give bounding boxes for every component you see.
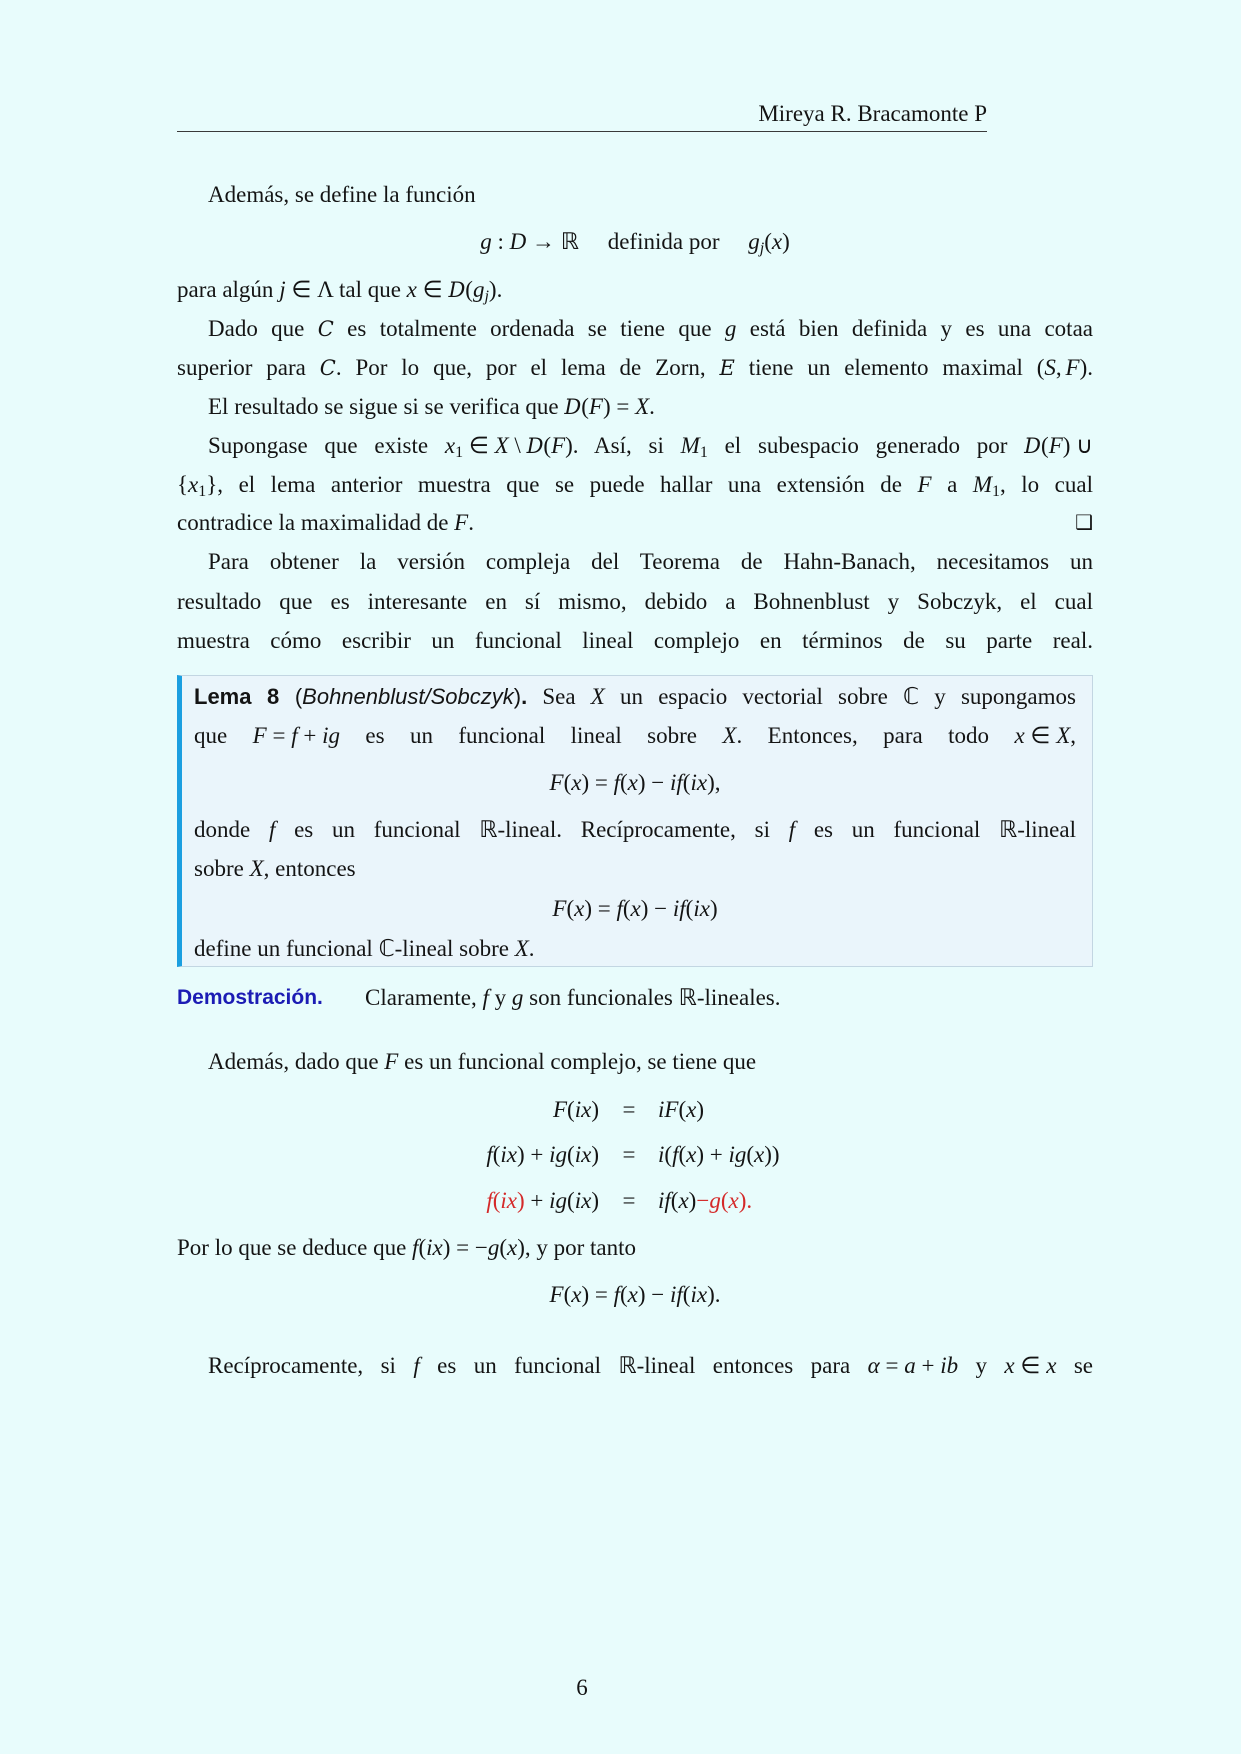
text-run: un espacio vectorial sobre ℂ y supongamos	[604, 684, 1076, 709]
math-symbol: x	[1014, 723, 1025, 748]
text-run: Bohnenblust/Sobczyk	[302, 684, 514, 709]
text-run: =	[266, 723, 292, 748]
text-run: (	[764, 229, 772, 254]
equation-lhs	[486, 1181, 599, 1220]
text-run: (	[619, 1282, 628, 1307]
math-symbol: f	[412, 1235, 419, 1260]
math-symbol: F	[1048, 433, 1063, 458]
text-run: Λ	[317, 277, 334, 302]
page-number: 6	[576, 1675, 588, 1700]
text-run: (	[499, 1235, 507, 1260]
text-run: ) +	[696, 1142, 729, 1167]
text-run: Para obtener la versión compleja del Teorema de Hahn-Banach, necesitamos un	[208, 549, 1093, 574]
math-symbol: D	[509, 229, 527, 254]
math-symbol: X	[514, 936, 529, 961]
lemma-box	[177, 675, 1093, 967]
text-run: {	[177, 472, 189, 497]
text-run: (	[685, 896, 694, 921]
text-run: son funcionales ℝ-lineales.	[523, 985, 781, 1010]
math-symbol: x	[406, 277, 417, 302]
text-run: (	[746, 1142, 755, 1167]
text-run: sobre	[194, 856, 250, 881]
math-symbol: f	[616, 896, 623, 921]
text-run: para algún	[177, 277, 280, 302]
text-line-content	[177, 510, 474, 535]
text-run: (	[678, 1142, 687, 1167]
math-symbol: ix	[690, 770, 708, 795]
math-symbol: g	[487, 1235, 500, 1260]
proof-text	[365, 978, 781, 1017]
math-symbol: F	[917, 472, 932, 497]
display-equation	[194, 889, 1076, 928]
text-line	[177, 582, 1093, 621]
math-symbol: F	[384, 1049, 399, 1074]
equation-relation: =	[622, 1142, 636, 1167]
text-run: ) =	[602, 394, 636, 419]
text-run: resultado que es interesante en sí mismo, debido a Bohnenblust y Sobczyk, el cual	[177, 589, 1093, 614]
text-run: superior para	[177, 355, 320, 380]
text-line	[177, 309, 1093, 348]
math-symbol: f	[486, 1142, 493, 1167]
equation-lhs	[553, 1090, 599, 1129]
text-line	[177, 1228, 1093, 1267]
math-symbol: D	[448, 278, 466, 302]
text-run: Por lo que se deduce que	[177, 1235, 413, 1260]
lemma-statement-line	[194, 849, 1076, 888]
text-line	[177, 270, 1093, 309]
text-run: . Por lo que, por el lema de Zorn,	[335, 355, 720, 380]
math-symbol: C	[317, 317, 334, 341]
text-run: El resultado se sigue si se verifica que	[208, 394, 565, 419]
math-symbol: g	[748, 229, 760, 254]
math-symbol: X	[722, 723, 737, 748]
text-run: )	[696, 1097, 705, 1122]
math-symbol: D	[564, 395, 582, 419]
math-symbol: f	[486, 1188, 493, 1213]
text-run: ) ∪	[1062, 433, 1093, 458]
math-symbol: if	[670, 770, 683, 795]
text-run: es un funcional complejo, se tiene que	[398, 1049, 757, 1074]
text-run: es un funcional ℝ-lineal entonces para	[419, 1353, 868, 1378]
text-run: ) −	[640, 896, 673, 921]
text-run: )	[513, 684, 522, 709]
display-equation	[177, 1275, 1093, 1314]
text-run: se	[1056, 1353, 1093, 1378]
text-line	[177, 503, 1093, 542]
math-symbol: iF	[658, 1097, 679, 1122]
math-symbol: ix	[574, 1188, 592, 1213]
math-symbol: j	[759, 240, 765, 257]
text-line	[177, 1346, 1093, 1385]
math-symbol: x	[754, 1142, 765, 1167]
text-run: (	[418, 1235, 427, 1260]
math-symbol: X	[1056, 723, 1071, 748]
text-run: Además, dado que	[208, 1049, 385, 1074]
math-symbol: ix	[690, 1282, 708, 1307]
math-symbol: ix	[574, 1097, 592, 1122]
text-run: ∈	[1024, 723, 1057, 748]
math-symbol: X	[249, 856, 264, 881]
math-symbol: x	[444, 433, 456, 458]
text-run: Dado que	[208, 316, 318, 341]
text-run: es un funcional lineal sobre	[339, 723, 723, 748]
qed-symbol: ❑	[1075, 510, 1093, 534]
math-symbol: 1	[455, 444, 464, 461]
text-run: }, el lema anterior muestra que se puede hallar una extensión de	[206, 472, 918, 497]
text-run: ).	[1079, 355, 1093, 380]
text-run: (	[619, 770, 628, 795]
text-run: .	[528, 936, 535, 961]
text-run: \	[508, 433, 527, 458]
text-line	[177, 426, 1093, 465]
text-run: Además, se define la función	[208, 182, 476, 207]
lemma-statement-line	[194, 716, 1076, 755]
text-line	[177, 465, 1093, 504]
display-equation	[194, 763, 1076, 802]
text-run: +	[297, 723, 323, 748]
math-symbol: M	[680, 433, 700, 458]
text-run: ), y por tanto	[517, 1235, 637, 1260]
math-symbol: x	[630, 896, 641, 921]
text-run: . Entonces, para todo	[736, 723, 1015, 748]
lemma-statement-line	[194, 677, 1076, 716]
math-symbol: x	[686, 1097, 697, 1122]
math-symbol: S	[1044, 355, 1056, 380]
text-run: (	[1041, 433, 1049, 458]
math-symbol: if	[672, 896, 686, 921]
math-symbol: f	[613, 1282, 620, 1307]
text-run: ∈	[1014, 1353, 1047, 1378]
text-run: y	[958, 1353, 1005, 1378]
text-run: tal que	[333, 277, 407, 302]
text-run: (	[543, 433, 552, 458]
text-run: definida por	[578, 229, 749, 254]
text-line	[177, 387, 1093, 426]
math-symbol: 1	[198, 483, 207, 500]
text-run: es totalmente ordenada se tiene que	[333, 316, 725, 341]
text-run: )	[591, 1188, 599, 1213]
math-symbol: g	[480, 229, 492, 254]
text-run: (	[664, 1142, 673, 1167]
text-run: ) −	[637, 1282, 671, 1307]
text-run: y	[488, 985, 512, 1010]
math-symbol: x	[574, 896, 585, 921]
text-run: ).	[707, 1282, 721, 1307]
text-run: ). Así, si	[565, 433, 681, 458]
math-symbol: g	[472, 277, 485, 302]
text-run: ,	[1055, 355, 1066, 380]
text-run: ,	[1070, 723, 1077, 748]
text-run: que	[194, 723, 253, 748]
math-symbol: ix	[500, 1142, 518, 1167]
math-symbol: ix	[426, 1235, 443, 1260]
equation-rhs	[658, 1181, 752, 1220]
math-symbol: ig	[322, 723, 340, 748]
math-symbol: j	[484, 288, 489, 305]
text-line	[177, 348, 1093, 387]
math-symbol: D	[526, 434, 544, 458]
text-run: ) = −	[442, 1235, 488, 1260]
text-run: (	[682, 770, 691, 795]
math-symbol: x	[1004, 1353, 1015, 1378]
text-run: (	[622, 896, 631, 921]
text-run: Recíprocamente, si	[208, 1353, 414, 1378]
math-symbol: α	[867, 1353, 880, 1378]
text-run: ) =	[584, 896, 617, 921]
math-symbol: M	[972, 472, 993, 497]
text-run: +	[524, 1188, 550, 1213]
math-symbol: 1	[699, 444, 708, 461]
math-symbol: E	[719, 356, 735, 380]
text-run: −	[696, 1188, 710, 1213]
text-run: .	[521, 684, 528, 709]
math-symbol: x	[1046, 1353, 1057, 1378]
text-run: (	[678, 1097, 687, 1122]
text-run: Supongase que existe	[208, 433, 445, 458]
math-symbol: f	[413, 1353, 420, 1378]
math-symbol: x	[571, 770, 582, 795]
math-symbol: x	[507, 1235, 518, 1260]
equation-lhs	[486, 1135, 599, 1174]
text-run: )	[709, 896, 718, 921]
math-symbol: C	[319, 356, 336, 380]
math-symbol: f	[613, 770, 620, 795]
text-run: ),	[707, 770, 721, 795]
math-symbol: X	[635, 394, 650, 419]
text-run: )	[591, 1097, 599, 1122]
text-run: (	[567, 1142, 575, 1167]
math-symbol: x	[686, 1142, 697, 1167]
math-symbol: F	[552, 896, 567, 921]
math-symbol: x	[728, 1188, 739, 1213]
text-run: ∈	[416, 277, 449, 302]
text-run: donde	[194, 817, 269, 842]
math-symbol: F	[454, 510, 469, 535]
text-run: ))	[764, 1142, 780, 1167]
text-run: ∈	[463, 433, 495, 458]
text-run: ) −	[637, 770, 671, 795]
math-symbol: f	[788, 817, 796, 842]
text-run: (	[492, 1188, 501, 1213]
text-run: )	[591, 1142, 599, 1167]
text-line	[177, 621, 1093, 660]
math-symbol: x	[771, 229, 783, 254]
text-run: muestra cómo escribir un funcional lineal complejo en términos de su parte real.	[177, 628, 1093, 653]
text-run: es un funcional ℝ-lineal	[795, 817, 1076, 842]
text-run: ).	[738, 1188, 753, 1213]
text-run: Sea	[527, 684, 591, 709]
text-run: →	[526, 229, 561, 254]
text-run: contradice la maximalidad de	[177, 510, 455, 535]
math-symbol: ig	[549, 1188, 568, 1213]
math-symbol: ig	[549, 1142, 568, 1167]
text-run: :	[491, 229, 510, 254]
equation-rhs	[658, 1090, 704, 1129]
text-run: (	[294, 684, 303, 709]
text-run: es un funcional ℝ-lineal. Recíprocamente, si	[275, 817, 789, 842]
text-run: , entonces	[263, 856, 356, 881]
math-symbol: ix	[693, 896, 710, 921]
text-run: =	[879, 1353, 905, 1378]
text-run: (	[567, 1188, 575, 1213]
text-run: (	[563, 770, 572, 795]
text-run: define un funcional ℂ-lineal sobre	[194, 936, 515, 961]
text-run: tiene un elemento maximal (	[734, 355, 1045, 380]
math-symbol: 1	[992, 483, 1001, 500]
text-run: Claramente,	[365, 985, 483, 1010]
lemma-statement-line	[194, 810, 1076, 849]
text-run: , lo cual	[1000, 472, 1093, 497]
math-symbol: f	[482, 985, 489, 1010]
math-symbol: X	[590, 684, 605, 709]
lemma-statement-line	[194, 929, 1076, 968]
math-symbol: x	[627, 770, 638, 795]
text-run: +	[915, 1353, 941, 1378]
math-symbol: if	[670, 1282, 683, 1307]
math-symbol: x	[571, 1282, 582, 1307]
math-symbol: x	[627, 1282, 638, 1307]
math-symbol: j	[279, 277, 286, 302]
math-symbol: if	[658, 1188, 671, 1213]
equation-row	[177, 1090, 1093, 1129]
math-symbol: F	[551, 433, 566, 458]
math-symbol: ib	[940, 1353, 959, 1378]
text-line	[177, 175, 1093, 214]
text-run: .	[649, 394, 655, 419]
math-symbol: F	[549, 770, 564, 795]
text-run: ) =	[581, 1282, 614, 1307]
math-symbol: g	[709, 1188, 721, 1213]
text-run: )	[688, 1188, 697, 1213]
math-symbol: F	[549, 1282, 564, 1307]
text-run: (	[682, 1282, 691, 1307]
equation-relation: =	[622, 1188, 636, 1213]
text-run: (	[566, 896, 575, 921]
display-equation	[177, 222, 1093, 261]
math-symbol: D	[1024, 434, 1042, 458]
math-symbol: i	[658, 1142, 665, 1167]
math-symbol: f	[672, 1142, 679, 1167]
text-run: ℝ	[560, 229, 579, 254]
math-symbol: F	[1065, 355, 1080, 380]
math-symbol: F	[552, 1097, 568, 1122]
text-line	[177, 542, 1093, 581]
proof-label: Demostración.	[177, 986, 323, 1009]
equation-rhs	[658, 1135, 780, 1174]
math-symbol: X	[494, 433, 509, 458]
math-symbol: a	[904, 1353, 916, 1378]
math-symbol: x	[188, 472, 199, 497]
math-symbol: F	[252, 723, 267, 748]
text-run: a	[931, 472, 973, 497]
math-symbol: ix	[500, 1188, 517, 1213]
math-symbol: g	[724, 316, 737, 341]
text-run: el subespacio generado por	[707, 433, 1025, 458]
text-run: (	[567, 1097, 575, 1122]
math-symbol: x	[678, 1188, 689, 1213]
text-run: (	[492, 1142, 501, 1167]
text-run: Lema 8	[194, 684, 295, 709]
text-run: ∈	[285, 277, 318, 302]
text-run: )	[782, 229, 790, 254]
math-symbol: ix	[574, 1142, 592, 1167]
text-line	[177, 1042, 1093, 1081]
text-run: ) =	[581, 770, 614, 795]
text-run: )	[517, 1188, 525, 1213]
equation-row	[177, 1135, 1093, 1174]
text-run: (	[581, 394, 589, 419]
text-run: (	[670, 1188, 679, 1213]
math-symbol: ig	[728, 1142, 747, 1167]
proof-first-line	[177, 978, 1093, 1017]
math-symbol: g	[511, 985, 524, 1010]
text-run: ) +	[517, 1142, 550, 1167]
text-run: (	[720, 1188, 729, 1213]
text-run: (	[563, 1282, 572, 1307]
header-rule	[177, 131, 987, 132]
text-run: ).	[488, 277, 503, 302]
math-symbol: f	[268, 817, 276, 842]
math-symbol: F	[588, 394, 603, 419]
text-run: (	[465, 277, 473, 302]
header-author: Mireya R. Bracamonte P	[758, 101, 987, 126]
math-symbol: f	[291, 723, 298, 748]
equation-relation: =	[622, 1097, 636, 1122]
text-run: está bien definida y es una cotaa	[736, 316, 1093, 341]
text-run: .	[468, 510, 474, 535]
equation-row	[177, 1181, 1093, 1220]
